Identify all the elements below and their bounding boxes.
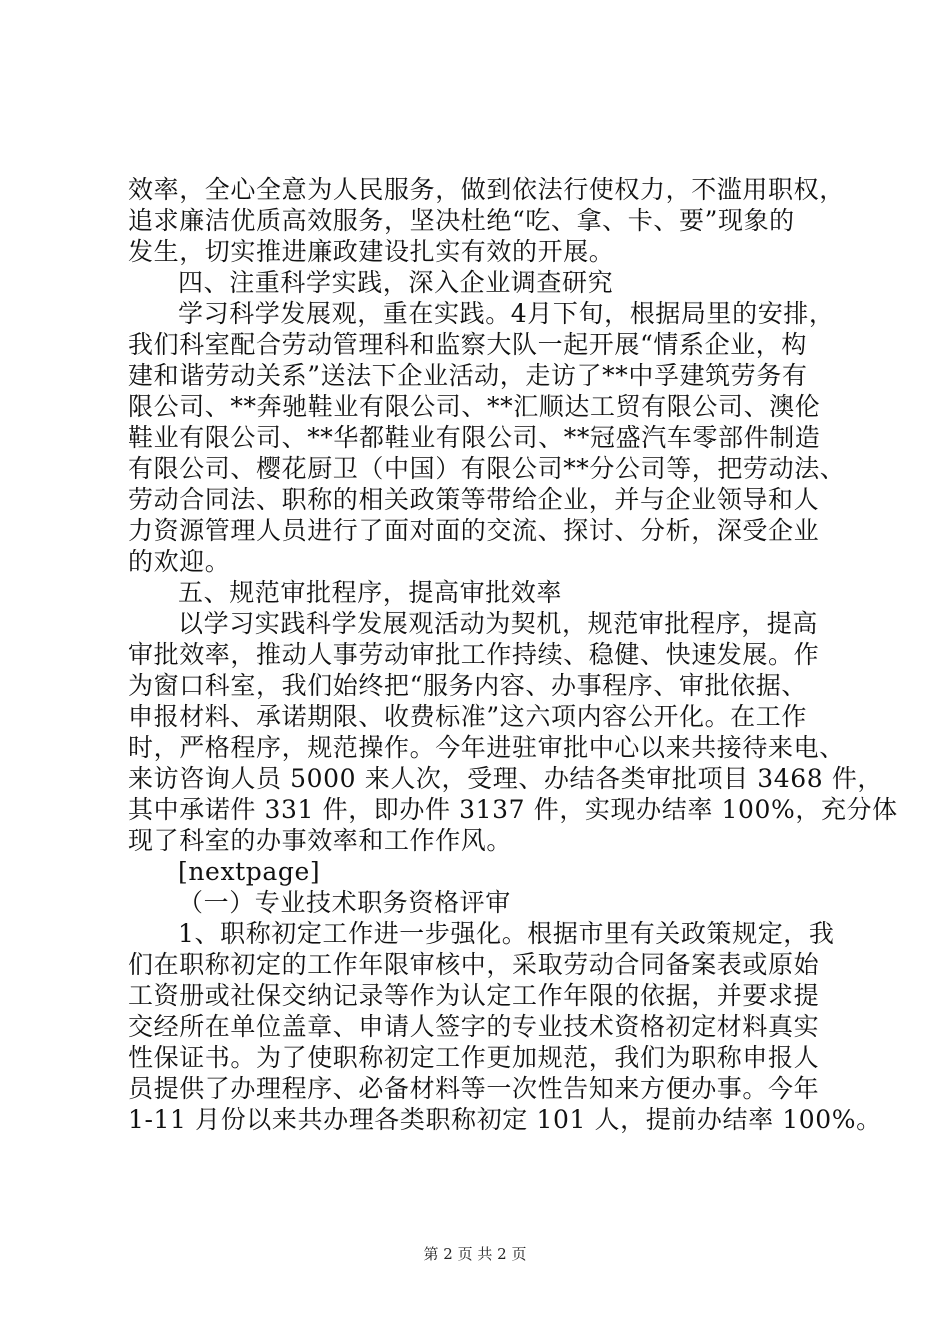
text-line: 审批效率，推动人事劳动审批工作持续、稳健、快速发展。作 xyxy=(128,640,820,669)
text-line: 现了科室的办事效率和工作作风。 xyxy=(128,826,513,855)
text-line: 的欢迎。 xyxy=(128,547,231,576)
text-line: 力资源管理人员进行了面对面的交流、探讨、分析，深受企业 xyxy=(128,516,820,545)
text-line: 以学习实践科学发展观活动为契机，规范审批程序，提高 xyxy=(178,609,819,638)
nextpage-marker: [nextpage] xyxy=(178,857,321,886)
text-line: 发生，切实推进廉政建设扎实有效的开展。 xyxy=(128,237,615,266)
section-heading-four: 四、注重科学实践，深入企业调查研究 xyxy=(178,268,614,297)
text-line: 为窗口科室，我们始终把“服务内容、办事程序、审批依据、 xyxy=(128,671,807,700)
text-line: 工资册或社保交纳记录等作为认定工作年限的依据，并要求提 xyxy=(128,981,820,1010)
text-line: 有限公司、樱花厨卫（中国）有限公司**分公司等，把劳动法、 xyxy=(128,454,846,483)
text-line: 时，严格程序，规范操作。今年进驻审批中心以来共接待来电、 xyxy=(128,733,845,762)
text-line: 追求廉洁优质高效服务，坚决杜绝“吃、拿、卡、要”现象的 xyxy=(128,206,795,235)
text-line: 员提供了办理程序、必备材料等一次性告知来方便办事。今年 xyxy=(128,1074,820,1103)
text-line: 性保证书。为了使职称初定工作更加规范，我们为职称申报人 xyxy=(128,1043,820,1072)
text-line: 交经所在单位盖章、申请人签字的专业技术资格初定材料真实 xyxy=(128,1012,820,1041)
page-footer: 第 2 页 共 2 页 xyxy=(423,1245,527,1263)
subsection-heading: （一）专业技术职务资格评审 xyxy=(178,888,511,917)
text-line: 限公司、**奔驰鞋业有限公司、**汇顺达工贸有限公司、澳伦 xyxy=(128,392,821,421)
document-body xyxy=(128,174,898,1135)
text-line: 1、职称初定工作进一步强化。根据市里有关政策规定，我 xyxy=(178,919,835,948)
section-heading-five: 五、规范审批程序，提高审批效率 xyxy=(178,578,563,607)
text-line: 鞋业有限公司、**华都鞋业有限公司、**冠盛汽车零部件制造 xyxy=(128,423,821,452)
text-line: 1-11 月份以来共办理各类职称初定 101 人，提前办结率 100%。 xyxy=(128,1105,882,1134)
text-line: 学习科学发展观，重在实践。4月下旬，根据局里的安排， xyxy=(178,299,835,328)
text-line: 劳动合同法、职称的相关政策等带给企业，并与企业领导和人 xyxy=(128,485,820,514)
text-line: 其中承诺件 331 件，即办件 3137 件，实现办结率 100%，充分体 xyxy=(128,795,898,824)
text-line: 建和谐劳动关系”送法下企业活动，走访了**中孚建筑劳务有 xyxy=(128,361,808,390)
text-line: 我们科室配合劳动管理科和监察大队一起开展“情系企业，构 xyxy=(128,330,807,359)
text-line: 来访咨询人员 5000 来人次，受理、办结各类审批项目 3468 件， xyxy=(128,764,884,793)
text-line: 效率，全心全意为人民服务，做到依法行使权力，不滥用职权， xyxy=(128,175,845,204)
text-line: 们在职称初定的工作年限审核中，采取劳动合同备案表或原始 xyxy=(128,950,820,979)
text-line: 申报材料、承诺期限、收费标准”这六项内容公开化。在工作 xyxy=(128,702,807,731)
